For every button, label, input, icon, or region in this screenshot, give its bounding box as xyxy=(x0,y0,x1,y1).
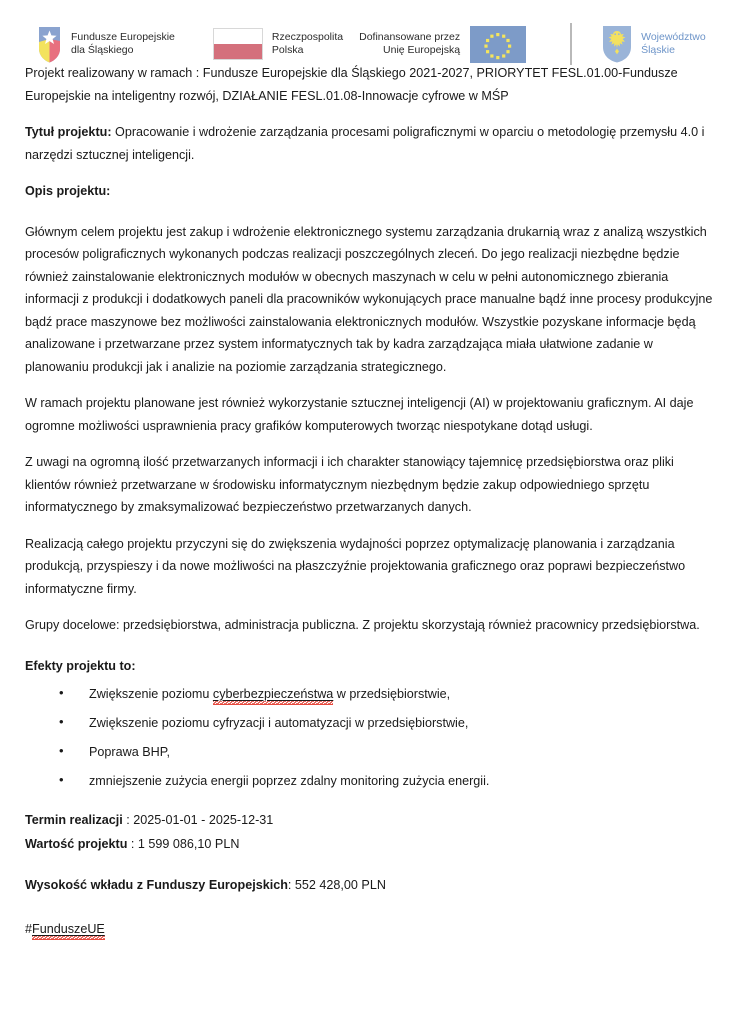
fact-termin-realizacji xyxy=(25,810,718,831)
logo-fe-line2: dla Śląskiego xyxy=(71,44,134,56)
project-intro-paragraph: Projekt realizowany w ramach : Fundusze Europejskie dla Śląskiego 2021-2027, PRIORYTET FESL.01.00-Fundusze Europejskie na inteligentny rozwój, DZIAŁANIE FESL.01.08-Innowacje cyfrowe w MŚP xyxy=(25,66,678,103)
description-paragraph-3: Z uwagi na ogromną ilość przetwarzanych informacji i ich charakter stanowiący tajemnicę przedsiębiorstwa oraz pliki klientów również przetwarzane w środowisku informatycznym niezbędnym będzie zakup odpowiedniego sprzętu informatycznego by zmaksymalizować bezpieczeństwo przetwarzanych danych. xyxy=(25,455,674,514)
hashtag-symbol: # xyxy=(25,922,33,936)
fact-wartosc-label: Wartość projektu xyxy=(25,837,128,851)
logo-pl-line1: Rzeczpospolita xyxy=(271,31,344,43)
logo-rzeczpospolita-label xyxy=(272,31,343,57)
description-paragraph-5: Grupy docelowe: przedsiębiorstwa, administracja publiczna. Z projektu skorzystają również pracownicy przedsiębiorstwa. xyxy=(25,618,700,632)
list-item xyxy=(59,683,718,705)
project-facts xyxy=(25,810,718,896)
effects-list xyxy=(25,683,718,792)
description-paragraph-4: Realizacją całego projektu przyczyni się do zwiększenia wydajności poprzez optymalizację planowania i zarządzania produkcją, przyspieszy i da nowe możliwości na płaszczyźnie projektowania graficznego oraz poprawi bezpieczeństwo informatyczne firmy. xyxy=(25,536,686,596)
fact-termin-label: Termin realizacji xyxy=(25,813,123,827)
project-title-line xyxy=(25,121,718,166)
logo-ue-line2: Unię Europejską xyxy=(383,44,461,56)
effect-1-before: Zwiększenie poziomu xyxy=(89,687,213,701)
project-description-label: Opis projektu: xyxy=(25,184,111,198)
description-paragraph-1: Głównym celem projektu jest zakup i wdrożenie elektronicznego systemu zarządzania drukarnią wraz z analizą wszystkich procesów poligraficznych wykonanych podczas realizacji poszczególnych zleceń. Do jego realizacji niezbędne będzie również zainstalowanie elektronicznych modułów w obecnych maszynach w celu w pełni autonomicznego zbierania informacji z produkcji i dodatkowych paneli dla pracowników wykonujących prace manualne bądź inne procesy produkcyjne bądź prace maszynowe bez możliwości zainstalowania elektronicznych modułów. Wszystkie pozyskane informacje będą analizowane i przetwarzane przez system informatycznych tak by kadra zarządzająca miała ułatwione zadanie w planowaniu produkcji jak i analizie na poziomie zarządzania strategicznego. xyxy=(25,224,713,374)
logo-dofinansowane-przez-ue xyxy=(359,26,526,63)
fundusze-europejskie-star-logo xyxy=(36,26,62,63)
effect-4-text: zmniejszenie zużycia energii poprzez zdalny monitoring zużycia energii. xyxy=(89,774,490,788)
logo-ws-line1: Województwo xyxy=(641,31,706,43)
logo-ws-line2: Śląskie xyxy=(641,44,675,56)
list-item xyxy=(59,712,718,734)
effect-3-text: Poprawa BHP, xyxy=(89,745,170,759)
logo-fundusze-europejskie xyxy=(36,26,175,63)
polish-flag-icon xyxy=(213,28,263,60)
logo-wojewodztwo-slaskie-label xyxy=(641,31,706,57)
logo-pl-line2: Polska xyxy=(271,44,304,56)
logo-rzeczpospolita-polska xyxy=(213,28,343,60)
logo-ue-line1: Dofinansowane przez xyxy=(359,31,461,43)
logo-wojewodztwo-slaskie xyxy=(602,25,706,63)
logo-fundusze-europejskie-label xyxy=(71,31,175,57)
fact-wartosc-value: : 1 599 086,10 PLN xyxy=(127,837,240,851)
effect-1-after: w przedsiębiorstwie, xyxy=(333,687,451,701)
hashtag-word: FunduszeUE xyxy=(32,922,105,936)
european-union-flag-icon xyxy=(470,26,526,63)
fact-termin-value: : 2025-01-01 - 2025-12-31 xyxy=(122,813,274,827)
hashtag-funduszeue xyxy=(25,922,105,936)
document-content xyxy=(0,62,740,938)
effect-2-text: Zwiększenie poziomu cyfryzacji i automatyzacji w przedsiębiorstwie, xyxy=(89,716,469,730)
silesian-voivodeship-crest-icon xyxy=(602,25,632,63)
logo-fe-line1: Fundusze Europejskie xyxy=(71,31,175,43)
logo-vertical-separator xyxy=(570,23,572,65)
effect-1-flagged-word: cyberbezpieczeństwa xyxy=(212,687,334,701)
project-title-label: Tytuł projektu: xyxy=(25,125,112,139)
project-description-heading xyxy=(25,180,718,203)
logo-ue-label xyxy=(359,31,460,57)
fact-wysokosc-wkladu xyxy=(25,875,718,896)
eu-funding-logo-bar xyxy=(0,0,740,62)
fact-wartosc-projektu xyxy=(25,834,718,855)
project-title-value: Opracowanie i wdrożenie zarządzania procesami poligraficznymi w oparciu o metodologię przemysłu 4.0 i narzędzi sztucznej inteligencji. xyxy=(25,125,705,162)
funding-label: Wysokość wkładu z Funduszy Europejskich xyxy=(25,878,288,892)
effects-heading xyxy=(25,655,718,678)
effects-label: Efekty projektu to: xyxy=(25,658,136,673)
list-item xyxy=(59,741,718,763)
list-item xyxy=(59,770,718,792)
description-paragraph-2: W ramach projektu planowane jest również wykorzystanie sztucznej inteligencji (AI) w projektowaniu graficznym. AI daje ogromne możliwości usprawnienia pracy grafików komputerowych tworząc niespotykane dotąd usługi. xyxy=(25,396,694,433)
funding-value: : 552 428,00 PLN xyxy=(287,878,386,892)
